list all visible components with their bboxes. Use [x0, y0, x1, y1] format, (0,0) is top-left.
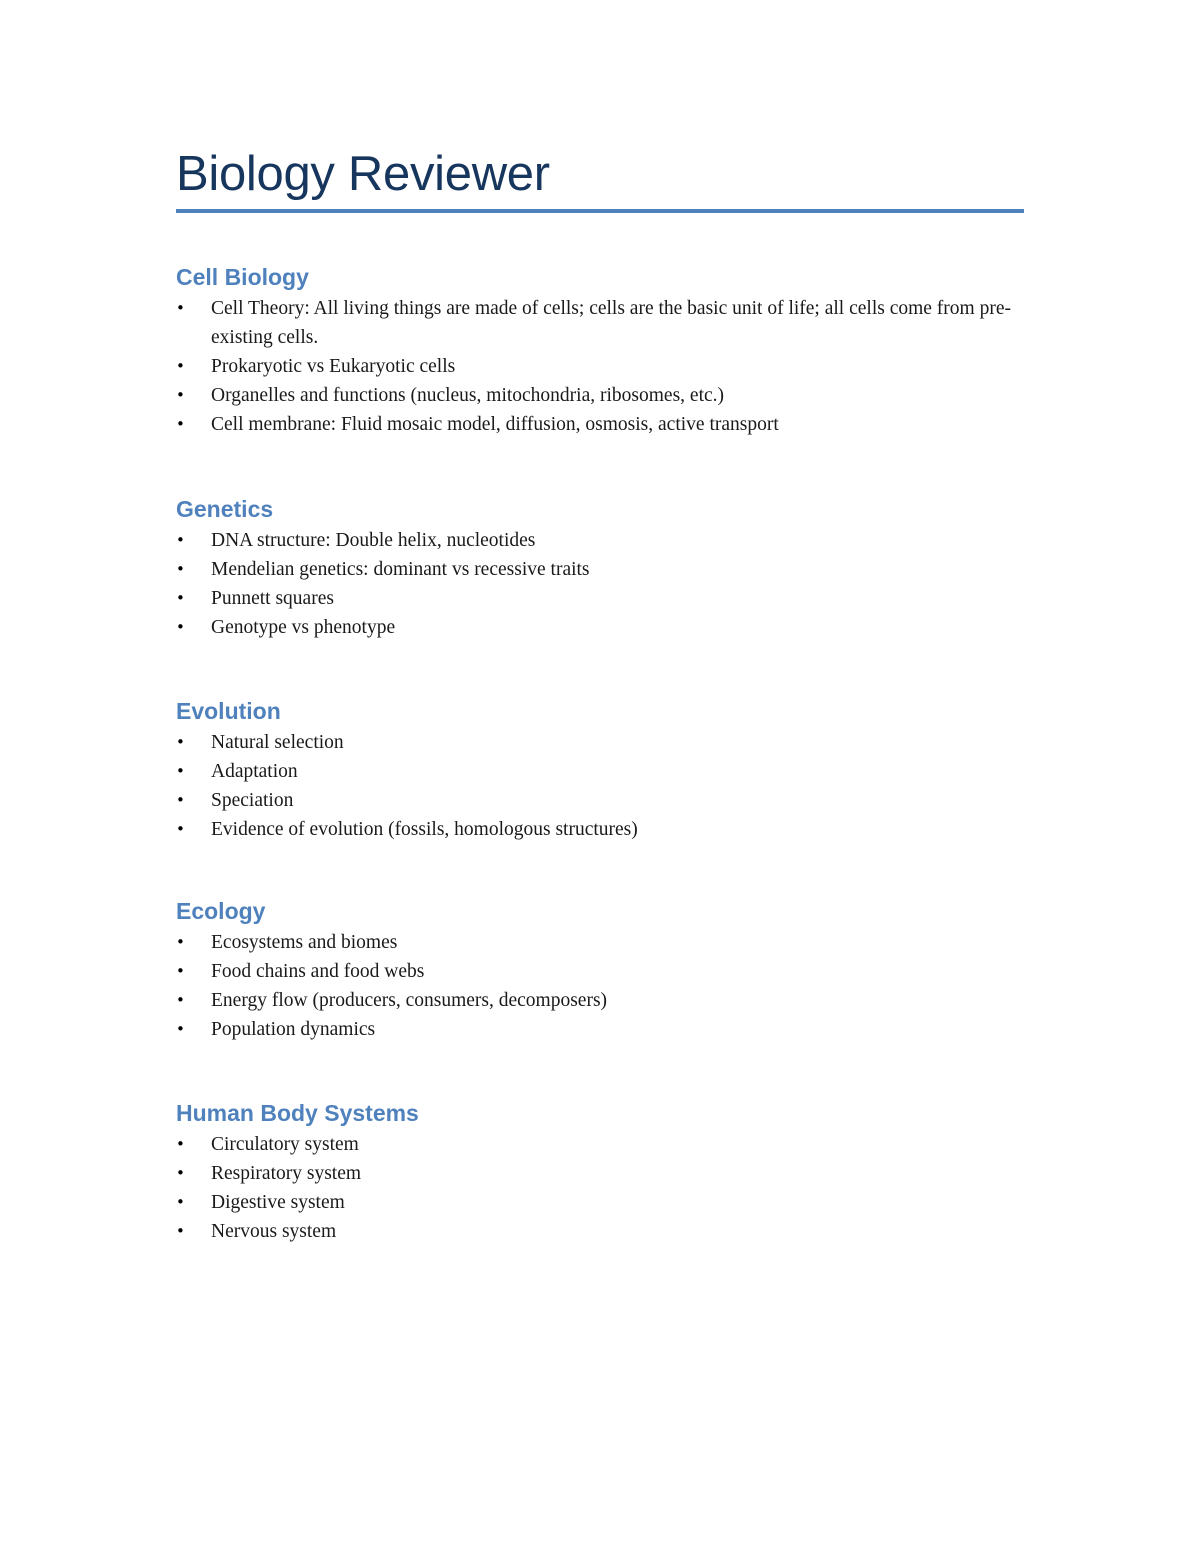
bullet-icon: •	[176, 531, 185, 549]
list-item-text: Circulatory system	[211, 1134, 359, 1155]
bullet-icon: •	[176, 791, 185, 809]
bullet-icon: •	[176, 618, 185, 636]
list-item	[176, 381, 1024, 410]
bullet-icon: •	[176, 762, 185, 780]
list-item	[176, 294, 1011, 352]
section-heading: Cell Biology	[176, 264, 309, 290]
title-underline	[176, 209, 1024, 213]
list-item	[176, 352, 1024, 381]
section-heading: Ecology	[176, 898, 266, 924]
bullet-list	[176, 294, 1024, 439]
list-item-text: Prokaryotic vs Eukaryotic cells	[211, 356, 456, 377]
list-item	[176, 613, 1024, 642]
bullet-icon: •	[176, 589, 185, 607]
section-genetics	[176, 494, 1024, 642]
bullet-list	[176, 1130, 1024, 1246]
list-item-text: Natural selection	[211, 732, 344, 753]
bullet-icon: •	[176, 415, 185, 433]
list-item-text: DNA structure: Double helix, nucleotides	[211, 530, 536, 551]
list-item	[176, 410, 1024, 439]
bullet-icon: •	[176, 299, 185, 317]
list-item-text: Ecosystems and biomes	[211, 932, 398, 953]
list-item-text: Genotype vs phenotype	[211, 617, 396, 638]
list-item	[176, 757, 1024, 786]
bullet-icon: •	[176, 357, 185, 375]
list-item	[176, 815, 1024, 844]
bullet-list	[176, 728, 1024, 844]
list-item-text: Energy flow (producers, consumers, decomposers)	[211, 990, 608, 1011]
section-ecology	[176, 896, 1024, 1044]
list-item-text: Cell Theory: All living things are made of cells; cells are the basic unit of life; all cells come from pre-existing cells.	[211, 298, 1011, 348]
list-item	[176, 786, 1024, 815]
bullet-icon: •	[176, 560, 185, 578]
list-item	[176, 928, 1024, 957]
list-item-text: Digestive system	[211, 1192, 345, 1213]
list-item-text: Food chains and food webs	[211, 961, 425, 982]
section-human-body-systems	[176, 1098, 1024, 1246]
list-item	[176, 1188, 1024, 1217]
section-heading: Evolution	[176, 698, 281, 724]
bullet-icon: •	[176, 1020, 185, 1038]
list-item-text: Evidence of evolution (fossils, homologous structures)	[211, 819, 638, 840]
list-item	[176, 728, 1024, 757]
list-item-text: Adaptation	[211, 761, 298, 782]
bullet-icon: •	[176, 962, 185, 980]
list-item-text: Punnett squares	[211, 588, 334, 609]
bullet-list	[176, 928, 1024, 1044]
bullet-icon: •	[176, 820, 185, 838]
bullet-icon: •	[176, 1135, 185, 1153]
section-heading: Human Body Systems	[176, 1100, 419, 1126]
list-item	[176, 957, 1024, 986]
list-item	[176, 1159, 1024, 1188]
bullet-icon: •	[176, 733, 185, 751]
bullet-list	[176, 526, 1024, 642]
section-evolution	[176, 696, 1024, 844]
list-item	[176, 1130, 1024, 1159]
list-item-text: Speciation	[211, 790, 294, 811]
list-item-text: Population dynamics	[211, 1019, 376, 1040]
list-item-text: Cell membrane: Fluid mosaic model, diffusion, osmosis, active transport	[211, 414, 779, 435]
list-item-text: Respiratory system	[211, 1163, 362, 1184]
list-item-text: Organelles and functions (nucleus, mitochondria, ribosomes, etc.)	[211, 385, 725, 406]
list-item	[176, 1015, 1024, 1044]
bullet-icon: •	[176, 991, 185, 1009]
bullet-icon: •	[176, 1164, 185, 1182]
list-item	[176, 526, 1024, 555]
bullet-icon: •	[176, 1193, 185, 1211]
section-cell-biology	[176, 262, 1024, 439]
list-item-text: Nervous system	[211, 1221, 337, 1242]
section-heading: Genetics	[176, 496, 274, 522]
list-item	[176, 986, 1024, 1015]
list-item	[176, 584, 1024, 613]
list-item-text: Mendelian genetics: dominant vs recessive traits	[211, 559, 590, 580]
list-item	[176, 1217, 1024, 1246]
bullet-icon: •	[176, 386, 185, 404]
bullet-icon: •	[176, 933, 185, 951]
list-item	[176, 555, 1024, 584]
bullet-icon: •	[176, 1222, 185, 1240]
page-title: Biology Reviewer	[176, 147, 550, 201]
